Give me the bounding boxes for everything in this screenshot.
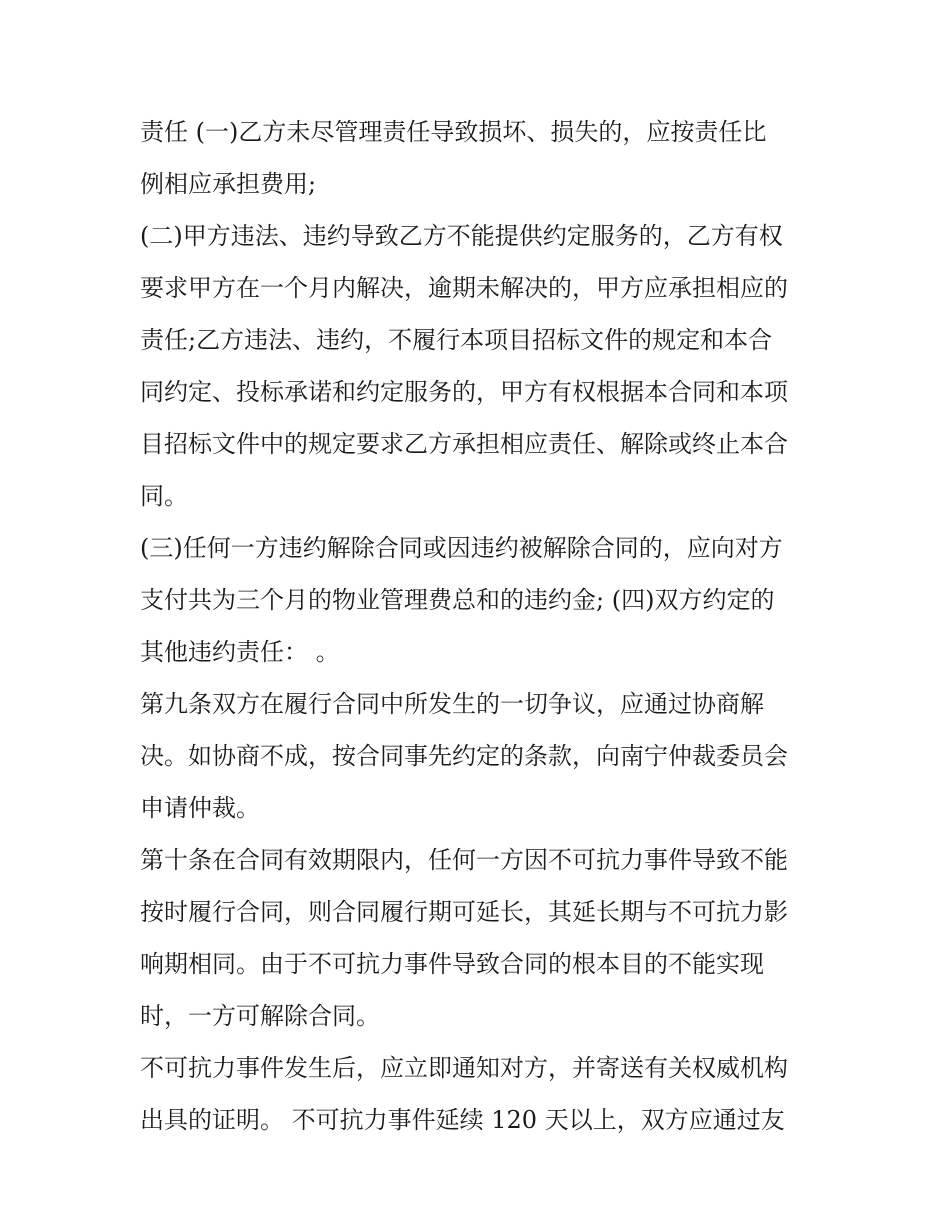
document-body <box>140 106 820 1146</box>
text-line: 支付共为三个月的物业管理费总和的违约金; (四)双方约定的 <box>140 586 775 614</box>
text-line: 要求甲方在一个月内解决，逾期未解决的，甲方应承担相应的 <box>140 274 788 302</box>
text-line: 责任;乙方违法、违约，不履行本项目招标文件的规定和本合 <box>140 326 773 354</box>
text-line: 出具的证明。 不可抗力事件延续 120 天以上，双方应通过友 <box>140 1106 785 1134</box>
text-line: 响期相同。由于不可抗力事件导致合同的根本目的不能实现 <box>140 950 764 978</box>
text-line: 同约定、投标承诺和约定服务的，甲方有权根据本合同和本项 <box>140 378 788 406</box>
text-line: 责任 (一)乙方未尽管理责任导致损坏、损失的，应按责任比 <box>140 118 767 146</box>
text-line: 决。如协商不成，按合同事先约定的条款，向南宁仲裁委员会 <box>140 742 788 770</box>
text-line: 第十条在合同有效期限内，任何一方因不可抗力事件导致不能 <box>140 846 788 874</box>
text-line: 第九条双方在履行合同中所发生的一切争议，应通过协商解 <box>140 690 764 718</box>
text-line: 其他违约责任： 。 <box>140 638 340 666</box>
text-line: 按时履行合同，则合同履行期可延长，其延长期与不可抗力影 <box>140 898 788 926</box>
text-line: 同。 <box>140 482 188 510</box>
text-line: (二)甲方违法、违约导致乙方不能提供约定服务的，乙方有权 <box>140 222 783 250</box>
text-line: 例相应承担费用; <box>140 170 317 198</box>
text-line: 时，一方可解除合同。 <box>140 1002 380 1030</box>
text-line: 不可抗力事件发生后，应立即通知对方，并寄送有关权威机构 <box>140 1054 788 1082</box>
text-line: 申请仲裁。 <box>140 794 260 822</box>
text-line: (三)任何一方违约解除合同或因违约被解除合同的，应向对方 <box>140 534 783 562</box>
text-line: 目招标文件中的规定要求乙方承担相应责任、解除或终止本合 <box>140 430 788 458</box>
